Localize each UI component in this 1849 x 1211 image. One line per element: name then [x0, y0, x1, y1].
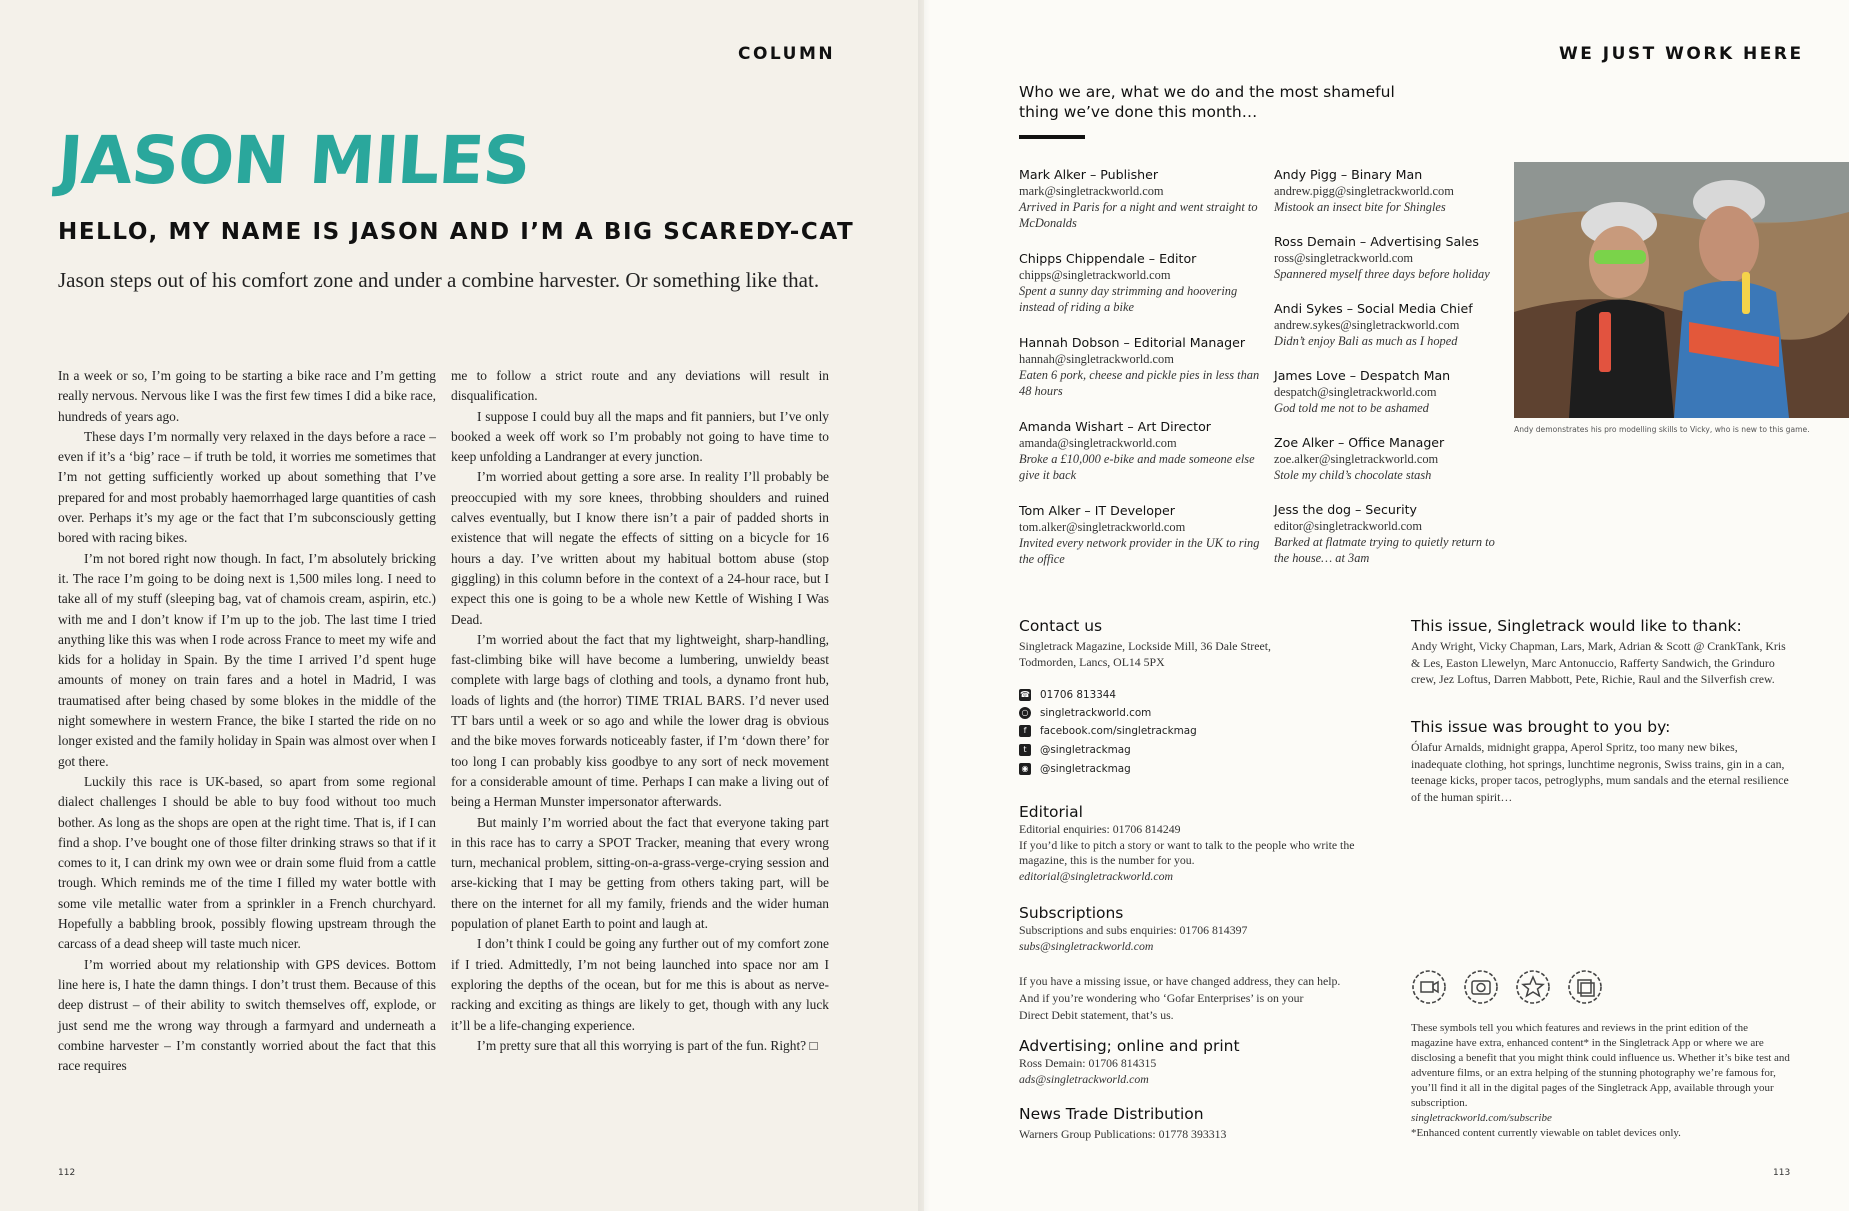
subscriptions-heading: Subscriptions — [1019, 904, 1124, 922]
staff-intro — [1019, 82, 1439, 122]
distribution-line: Warners Group Publications: 01778 393313 — [1019, 1127, 1227, 1141]
staff-shame: Invited every network provider in the UK to ring the office — [1019, 536, 1260, 566]
page-number-left: 112 — [58, 1168, 76, 1178]
globe-icon: ○ — [1019, 707, 1031, 719]
address-line: Todmorden, Lancs, OL14 5PX — [1019, 655, 1165, 669]
subscriptions-email[interactable]: subs@singletrackworld.com — [1019, 938, 1154, 953]
contact-facebook[interactable] — [1019, 725, 1197, 737]
contact-website[interactable] — [1019, 707, 1151, 719]
left-page — [0, 0, 924, 1211]
page-number-right: 113 — [1773, 1168, 1791, 1178]
distribution-heading: News Trade Distribution — [1019, 1105, 1204, 1123]
editorial-heading: Editorial — [1019, 803, 1083, 821]
paragraph: But mainly I’m worried about the fact that everyone taking part in this race has to carry a SPOT Tracker, meaning that every wrong turn, mechanical problem, sitting-on-a-grass-verge-crying session and arse-kicking that I may be getting from others taking part, will be there on the internet for all my family, friends and the wider human population of planet Earth to point and laugh at. — [451, 814, 829, 932]
headline: HELLO, MY NAME IS JASON AND I’M A BIG SCAREDY-CAT — [58, 219, 855, 245]
video-badge-icon — [1411, 969, 1447, 1005]
body-column-2 — [451, 366, 829, 1056]
editorial-email[interactable]: editorial@singletrackworld.com — [1019, 868, 1174, 883]
staff-email[interactable]: despatch@singletrackworld.com — [1274, 385, 1437, 399]
paragraph: I suppose I could buy all the maps and fit panniers, but I’ve only booked a week off work so I’m probably not going to have time to keep unfolding a Landranger at every junction. — [451, 408, 829, 465]
advertising-line: Ross Demain: 01706 814315 — [1019, 1056, 1157, 1070]
staff-email[interactable]: hannah@singletrackworld.com — [1019, 352, 1174, 366]
staff-email[interactable]: ross@singletrackworld.com — [1274, 251, 1414, 265]
staff-name: Mark Alker – Publisher — [1019, 167, 1159, 182]
editorial-text — [1019, 822, 1379, 884]
paragraph: me to follow a strict route and any deviations will result in disqualification. — [451, 368, 829, 404]
staff-name: Amanda Wishart – Art Director — [1019, 419, 1211, 434]
staff-entry — [1274, 166, 1509, 215]
paragraph: I’m worried about the fact that my lightweight, sharp-handling, fast-climbing bike will have become a lumbering, unwieldy beast complete with large bags of clothing and tools, a dynamo front hub, loads of lights and (the horror) TIME TRIAL BARS. I’d never used TT bars until a week or so ago and while the lower drag is obvious and the bike moves forwards noticeably faster, if I’m ‘down there’ for too long I can probably kiss goodbye to any sort of neck movement for a considerable amount of time. Perhaps I can make a living out of being a Herman Munster impersonator afterwards. — [451, 631, 829, 810]
paragraph: Luckily this race is UK-based, so apart from some regional dialect challenges I should be able to buy food without too much bother. As long as the shops are open at the right time. That is, if I can find a shop. I’ve bought one of those filter drinking straws so that if it comes to it, I can drink my own wee or drain some fluid from a cattle trough. Which reminds me of the time I filled my water bottle with some vile metallic water from a sprinkler in a French churchyard. Hopefully a babbling brook, possibly flowing upstream through the carcass of a dead sheep will taste much nicer. — [58, 773, 436, 952]
staff-entry — [1019, 418, 1264, 483]
staff-shame: Mistook an insect bite for Shingles — [1274, 200, 1446, 214]
section-tag-column: COLUMN — [738, 44, 836, 64]
staff-entry — [1019, 502, 1264, 567]
staff-email[interactable]: mark@singletrackworld.com — [1019, 184, 1164, 198]
editorial-line: Editorial enquiries: 01706 814249 — [1019, 822, 1181, 836]
staff-email[interactable]: andrew.sykes@singletrackworld.com — [1274, 318, 1460, 332]
staff-entry — [1019, 166, 1264, 231]
symbols-footnote: *Enhanced content currently viewable on tablet devices only. — [1411, 1127, 1681, 1139]
gallery-badge-icon — [1567, 969, 1603, 1005]
staff-shame: Arrived in Paris for a night and went straight to McDonalds — [1019, 200, 1258, 230]
intro-rule — [1019, 135, 1085, 139]
staff-email[interactable]: zoe.alker@singletrackworld.com — [1274, 452, 1439, 466]
spine-shadow — [918, 0, 930, 1211]
star-badge-icon — [1515, 969, 1551, 1005]
standfirst: Jason steps out of his comfort zone and under a combine harvester. Or something like that. — [58, 268, 820, 292]
body-column-1 — [58, 366, 436, 1076]
website-link: singletrackworld.com — [1040, 707, 1152, 719]
staff-name: Andi Sykes – Social Media Chief — [1274, 301, 1473, 316]
staff-name: Zoe Alker – Office Manager — [1274, 435, 1445, 450]
camera-badge-icon — [1463, 969, 1499, 1005]
staff-entry — [1274, 367, 1509, 416]
advertising-heading: Advertising; online and print — [1019, 1037, 1240, 1055]
staff-shame: Stole my child’s chocolate stash — [1274, 468, 1432, 482]
staff-shame: Didn’t enjoy Bali as much as I hoped — [1274, 334, 1458, 348]
contact-heading: Contact us — [1019, 617, 1103, 635]
thanks-text: Andy Wright, Vicky Chapman, Lars, Mark, Adrian & Scott @ CrankTank, Kris & Les, Easton Llewelyn, Marc Antonuccio, Rafferty Sandwich, the Grinduro crew, Jez Loftus, Darren Mabbott, Pete, Richie, Raul and the Silverfish crew. — [1411, 639, 1786, 686]
contact-instagram[interactable] — [1019, 763, 1131, 775]
note-line: And if you’re wondering who ‘Gofar Enterprises’ is on your — [1019, 991, 1304, 1005]
section-tag-staff: WE JUST WORK HERE — [1559, 44, 1804, 64]
editorial-line: If you’d like to pitch a story or want to talk to the people who write the — [1019, 837, 1355, 852]
symbols-text: These symbols tell you which features and reviews in the print edition of the magazine have extra, enhanced content* in the Singletrack App or where we are disclosing a benefit that you might think could influence us. Whether it’s bike test and adventure films, or an extra helping of the stunning photography we’re famous for, you’ll find it all in the digital pages of the Singletrack App, available through your subscription. — [1411, 1022, 1790, 1109]
staff-email[interactable]: amanda@singletrackworld.com — [1019, 436, 1177, 450]
staff-shame: Broke a £10,000 e-bike and made someone else give it back — [1019, 452, 1255, 482]
staff-name: Ross Demain – Advertising Sales — [1274, 234, 1479, 249]
note-line: Direct Debit statement, that’s us. — [1019, 1008, 1174, 1022]
symbols-explainer — [1411, 1021, 1791, 1141]
instagram-icon: ◉ — [1019, 763, 1031, 775]
staff-shame: Barked at flatmate trying to quietly return to the house… at 3am — [1274, 535, 1495, 565]
staff-name: Tom Alker – IT Developer — [1019, 503, 1175, 518]
phone-number: 01706 813344 — [1040, 689, 1117, 701]
staff-shame: Spannered myself three days before holiday — [1274, 267, 1490, 281]
contact-address — [1019, 638, 1319, 670]
staff-photo — [1514, 162, 1849, 418]
address-line: Singletrack Magazine, Lockside Mill, 36 Dale Street, — [1019, 639, 1271, 653]
paragraph: In a week or so, I’m going to be starting a bike race and I’m getting really nervous. Nervous like I was the first few times I did a bike race, hundreds of years ago. — [58, 368, 436, 424]
author-name: JASON MILES — [55, 122, 533, 199]
staff-photo-illustration — [1514, 162, 1849, 418]
contact-phone[interactable] — [1019, 689, 1116, 701]
paragraph: I’m worried about my relationship with GPS devices. Bottom line here is, I hate the damn things. I don’t trust them. Because of this deep distrust – of their ability to switch themselves off, explode, or just send me the wrong way through a farmyard and underneath a combine harvester – I’m constantly worried about the fact that this race requires — [58, 956, 436, 1074]
brought-heading: This issue was brought to you by: — [1411, 718, 1671, 736]
facebook-link: facebook.com/singletrackmag — [1040, 725, 1197, 737]
phone-icon: ☎ — [1020, 690, 1030, 699]
staff-shame: Eaten 6 pork, cheese and pickle pies in less than 48 hours — [1019, 368, 1260, 398]
staff-email[interactable]: editor@singletrackworld.com — [1274, 519, 1423, 533]
staff-name: Andy Pigg – Binary Man — [1274, 167, 1423, 182]
paragraph: I don’t think I could be going any further out of my comfort zone if I tried. Admittedly, I’m not being launched into space nor am I exploring the depths of the ocean, but for me this is about as nerve-racking and exciting as things are likely to get, though with any luck it’ll be a life-changing experience. — [451, 936, 829, 1033]
staff-email[interactable]: chipps@singletrackworld.com — [1019, 268, 1171, 282]
paragraph: These days I’m normally very relaxed in the days before a race – even if it’s a ‘big’ race – if truth be told, it worries me sometimes that I’m not getting sufficiently worked up about something that I’ve prepared for and most probably haemorrhaged large quantities of cash over. Perhaps it’s my age or the fact that I’m subconsciously getting bored with racing bikes. — [58, 428, 436, 546]
staff-email[interactable]: andrew.pigg@singletrackworld.com — [1274, 184, 1454, 198]
subscriptions-note — [1019, 973, 1379, 1024]
staff-entry — [1019, 250, 1264, 315]
staff-entry — [1274, 233, 1509, 282]
staff-entry — [1274, 501, 1509, 566]
staff-email[interactable]: tom.alker@singletrackworld.com — [1019, 520, 1186, 534]
instagram-handle: @singletrackmag — [1040, 763, 1131, 775]
twitter-handle: @singletrackmag — [1040, 744, 1131, 756]
staff-entry — [1274, 434, 1509, 483]
paragraph: I’m worried about getting a sore arse. In reality I’ll probably be preoccupied with my sore knees, throbbing shoulders and ruined calves eventually, but I know there isn’t a pair of padded shorts in existence that will negate the effects of sitting on a bicycle for 16 hours a day. I’ve written about my habitual bottom abuse (stop giggling) in this column before in the context of a 24-hour race, but I expect this one is going to be a whole new Kettle of Wishing I Was Dead. — [451, 469, 829, 627]
staff-name: Hannah Dobson – Editorial Manager — [1019, 335, 1245, 350]
staff-shame: Spent a sunny day strimming and hoovering instead of riding a bike — [1019, 284, 1238, 314]
subscriptions-line: Subscriptions and subs enquiries: 01706 814397 — [1019, 923, 1248, 937]
note-line: If you have a missing issue, or have changed address, they can help. — [1019, 974, 1341, 988]
intro-line: Who we are, what we do and the most shameful — [1019, 83, 1395, 101]
paragraph: I’m not bored right now though. In fact, I’m absolutely bricking it. The race I’m going to be doing next is 1,500 miles long. I need to take all of my stuff (sleeping bag, vat of chamois cream, aspirin, etc.) with me and I don’t know if I’m up to the job. The last time I tried anything like this was when I rode across France to meet my wife and kids for a holiday in Spain. By the time I arrived I’d spent huge amounts of money on train fares and a hotel in Madrid, I was traumatised after being chased by some blokes in the middle of the night somewhere in western France, the bike I started the ride on no longer existed and the family holiday in Spain was almost over when I got there. — [58, 550, 436, 769]
paragraph: I’m pretty sure that all this worrying is part of the fun. Right? □ — [477, 1037, 818, 1053]
staff-name: Jess the dog – Security — [1274, 502, 1417, 517]
facebook-icon: f — [1019, 725, 1031, 737]
twitter-icon: t — [1019, 744, 1031, 756]
brought-text: Ólafur Arnalds, midnight grappa, Aperol Spritz, too many new bikes, inadequate clothing, hot springs, lunchtime negronis, Swiss trains, gin in a can, teenage kicks, proper tacos, petroglyphs, mum sandals and the eternal resilience of the human spirit… — [1411, 740, 1789, 804]
intro-line: thing we’ve done this month… — [1019, 103, 1258, 121]
staff-entry — [1019, 334, 1264, 399]
photo-caption: Andy demonstrates his pro modelling skills to Vicky, who is new to this game. — [1514, 425, 1810, 434]
staff-name: James Love – Despatch Man — [1274, 368, 1451, 383]
subscriptions-text — [1019, 923, 1379, 954]
staff-entry — [1274, 300, 1509, 349]
advertising-text — [1019, 1056, 1379, 1087]
editorial-line: magazine, this is the number for you. — [1019, 853, 1195, 867]
advertising-email[interactable]: ads@singletrackworld.com — [1019, 1071, 1149, 1086]
thanks-heading: This issue, Singletrack would like to thank: — [1411, 617, 1742, 635]
staff-name: Chipps Chippendale – Editor — [1019, 251, 1197, 266]
contact-twitter[interactable] — [1019, 744, 1131, 756]
staff-shame: God told me not to be ashamed — [1274, 401, 1429, 415]
subscribe-link[interactable]: singletrackworld.com/subscribe — [1411, 1112, 1552, 1124]
